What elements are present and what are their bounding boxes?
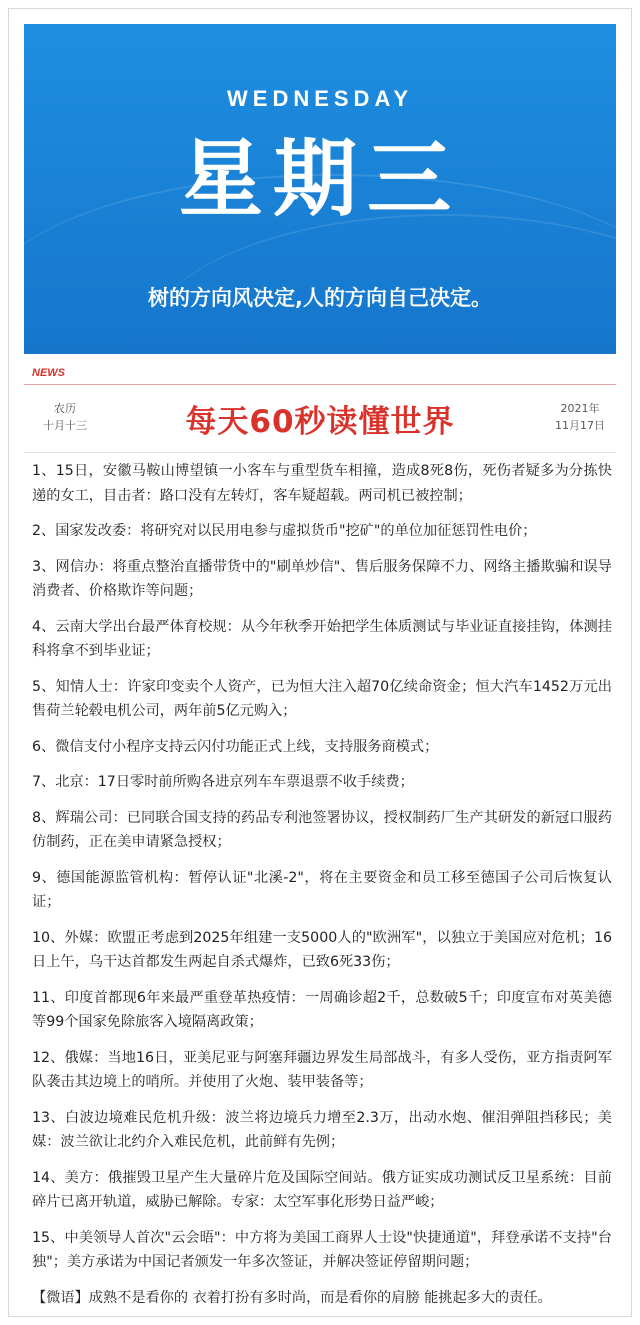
news-item: 9、德国能源监管机构：暂停认证"北溪-2"，将在主要资金和员工移至德国子公司后恢复认证； bbox=[32, 869, 612, 910]
news-item: 3、网信办：将重点整治直播带货中的"刷单炒信"、售后服务保障不力、网络主播欺骗和误导消费者、价格欺诈等问题； bbox=[32, 558, 612, 599]
weekday-english: WEDNESDAY bbox=[227, 86, 413, 111]
hero-banner bbox=[24, 24, 616, 354]
daily-quote: 【微语】成熟不是看你的 衣着打扮有多时尚，而是看你的肩膀 能挑起多大的责任。 bbox=[32, 1289, 552, 1306]
date-day: 11月17日 bbox=[555, 419, 605, 432]
header-divider bbox=[24, 384, 616, 385]
lunar-date-block bbox=[30, 400, 100, 434]
hero-motto: 树的方向风决定,人的方向自己决定。 bbox=[148, 286, 492, 310]
news-item: 14、美方：俄摧毁卫星产生大量碎片危及国际空间站。俄方证实成功测试反卫星系统：目前碎片已离开轨道，威胁已解除。专家：太空军事化形势日益严峻； bbox=[32, 1169, 612, 1210]
lunar-date: 十月十三 bbox=[43, 419, 87, 432]
gregorian-date-block bbox=[540, 400, 620, 434]
news-list bbox=[32, 459, 612, 1310]
news-item: 15、中美领导人首次"云会晤"：中方将为美国工商界人士设"快捷通道"，拜登承诺不支持"台独"；美方承诺为中国记者颁发一年多次签证，并解决签证停留期问题； bbox=[32, 1229, 612, 1270]
news-item: 13、白波边境难民危机升级：波兰将边境兵力增至2.3万，出动水炮、催泪弹阻挡移民；美媒：波兰欲让北约介入难民危机，此前鲜有先例； bbox=[32, 1109, 612, 1150]
lunar-label: 农历 bbox=[54, 402, 76, 415]
news-item: 8、辉瑞公司：已同联合国支持的药品专利池签署协议，授权制药厂生产其研发的新冠口服药仿制药，正在美申请紧急授权； bbox=[32, 809, 612, 850]
news-item: 7、北京：17日零时前所购各进京列车车票退票不收手续费； bbox=[32, 774, 414, 790]
weekday-chinese: 星期三 bbox=[178, 130, 461, 228]
page-title: 每天60秒读懂世界 bbox=[185, 404, 455, 440]
news-tag: NEWS bbox=[32, 367, 65, 379]
news-item: 10、外媒：欧盟正考虑到2025年组建一支5000人的"欧洲军"，以独立于美国应对危机；16日上午，乌干达首都发生两起自杀式爆炸，已致6死33伤； bbox=[32, 929, 612, 970]
news-item: 5、知情人士：许家印变卖个人资产，已为恒大注入超70亿续命资金；恒大汽车1452万元出售荷兰轮毂电机公司，两年前5亿元购入； bbox=[32, 678, 612, 719]
news-item: 2、国家发改委：将研究对以民用电参与虚拟货币"挖矿"的单位加征惩罚性电价； bbox=[32, 523, 537, 539]
news-item: 4、云南大学出台最严体育校规：从今年秋季开始把学生体质测试与毕业证直接挂钩，体测挂科将拿不到毕业证； bbox=[32, 618, 612, 659]
news-item: 11、印度首都现6年来最严重登革热疫情：一周确诊超2千，总数破5千；印度宣布对英美德等99个国家免除旅客入境隔离政策； bbox=[32, 989, 612, 1030]
news-item: 6、微信支付小程序支持云闪付功能正式上线，支持服务商模式； bbox=[32, 738, 439, 755]
news-item: 12、俄媒：当地16日，亚美尼亚与阿塞拜疆边界发生局部战斗，有多人受伤，亚方指责阿军队袭击其边境上的哨所。并使用了火炮、装甲装备等； bbox=[32, 1049, 612, 1090]
content-divider bbox=[24, 452, 616, 453]
news-item: 1、15日，安徽马鞍山博望镇一小客车与重型货车相撞，造成8死8伤，死伤者疑多为分拣快递的女工，目击者：路口没有左转灯，客车疑超载。两司机已被控制； bbox=[32, 463, 612, 504]
date-year: 2021年 bbox=[560, 402, 600, 415]
